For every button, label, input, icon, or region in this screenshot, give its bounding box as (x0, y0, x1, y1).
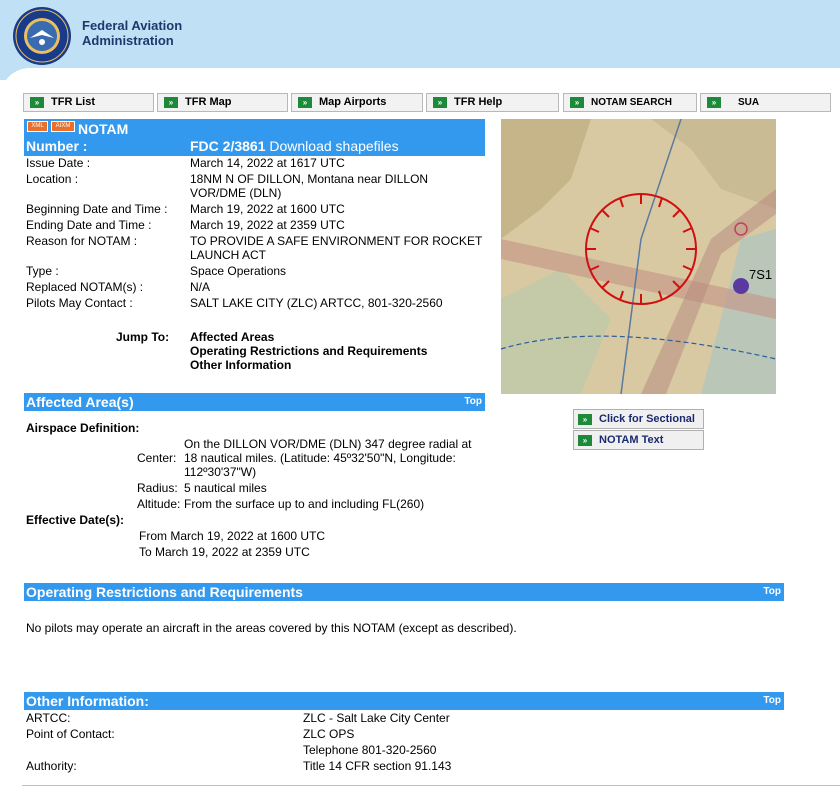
field-value: 18NM N OF DILLON, Montana near DILLON (190, 172, 429, 186)
field-value-cont: LAUNCH ACT (190, 248, 267, 262)
center-line-2: 18 nautical miles. (Latitude: 45º32'50"N, Longitude: (184, 451, 456, 465)
bottom-divider (22, 785, 840, 786)
nav-label: NOTAM SEARCH (591, 97, 672, 108)
faa-title[interactable] (82, 18, 182, 48)
telephone-value: Telephone 801-320-2560 (303, 743, 437, 757)
aixm-badge[interactable]: AIXM (51, 121, 75, 132)
effective-from: From March 19, 2022 at 1600 UTC (139, 529, 326, 543)
jump-affected-areas-link[interactable]: Affected Areas (190, 330, 275, 344)
point-of-contact-label: Point of Contact: (26, 727, 115, 741)
nav-tfr-help[interactable] (426, 93, 559, 112)
sectional-chart-image (501, 119, 776, 394)
affected-areas-title: Affected Area(s) (26, 394, 134, 410)
jump-operating-link[interactable]: Operating Restrictions and Requirements (190, 344, 428, 358)
field-value: N/A (190, 280, 211, 294)
altitude-label: Altitude: (137, 497, 181, 511)
other-information-bar (24, 692, 784, 710)
click-for-sectional-button[interactable] (573, 409, 704, 429)
nav-sua[interactable] (700, 93, 831, 112)
field-label: Type : (26, 264, 59, 278)
faa-title-line1: Federal Aviation (82, 18, 183, 33)
center-label: Center: (137, 451, 177, 465)
button-label: NOTAM Text (599, 434, 664, 446)
radius-value: 5 nautical miles (184, 481, 267, 495)
arrow-icon: » (707, 97, 721, 108)
top-link[interactable]: Top (763, 695, 781, 706)
arrow-icon: » (433, 97, 447, 108)
arrow-icon: » (298, 97, 312, 108)
nav-map-airports[interactable] (291, 93, 423, 112)
center-line-1: On the DILLON VOR/DME (DLN) 347 degree radial at (184, 437, 472, 451)
operating-restrictions-bar (24, 583, 784, 601)
arrow-icon: » (570, 97, 584, 108)
faa-title-line2: Administration (82, 33, 174, 48)
field-label: Beginning Date and Time : (26, 202, 168, 216)
top-link[interactable]: Top (464, 396, 482, 407)
airspace-definition-label: Airspace Definition: (26, 421, 140, 435)
field-value: Space Operations (190, 264, 287, 278)
effective-dates-label: Effective Date(s): (26, 513, 125, 527)
nav-label: SUA (738, 97, 760, 108)
nav-tfr-list[interactable] (23, 93, 154, 112)
button-label: Click for Sectional (599, 413, 695, 425)
operating-restrictions-title: Operating Restrictions and Requirements (26, 584, 303, 600)
tfr-map[interactable] (501, 119, 776, 394)
field-label: Location : (26, 172, 79, 186)
nav-tfr-map[interactable] (157, 93, 288, 112)
notam-title: NOTAM (78, 121, 129, 137)
center-line-3: 112º30'37"W) (184, 465, 257, 479)
notam-number: FDC 2/3861 (190, 138, 266, 154)
notam-number-line (190, 138, 399, 154)
nav-label: TFR List (51, 96, 95, 108)
arrow-icon: » (30, 97, 44, 108)
authority-label: Authority: (26, 759, 77, 773)
faa-seal-icon[interactable] (12, 6, 72, 66)
field-value: March 14, 2022 at 1617 UTC (190, 156, 345, 170)
field-value: TO PROVIDE A SAFE ENVIRONMENT FOR ROCKET (190, 234, 483, 248)
nav-label: TFR Help (454, 96, 503, 108)
airport-label: 7S1 (749, 267, 773, 282)
authority-value: Title 14 CFR section 91.143 (303, 759, 452, 773)
field-label: Pilots May Contact : (26, 296, 133, 310)
artcc-value: ZLC - Salt Lake City Center (303, 711, 450, 725)
jump-other-info-link[interactable]: Other Information (190, 358, 292, 372)
radius-label: Radius: (137, 481, 178, 495)
nav-notam-search[interactable] (563, 93, 697, 112)
arrow-icon: » (578, 435, 592, 446)
field-value-cont: VOR/DME (DLN) (190, 186, 282, 200)
xml-badge[interactable]: XML (27, 121, 48, 132)
arrow-icon: » (164, 97, 178, 108)
other-information-title: Other Information: (26, 693, 149, 709)
field-value: SALT LAKE CITY (ZLC) ARTCC, 801-320-2560 (190, 296, 443, 310)
field-label: Reason for NOTAM : (26, 234, 138, 248)
number-label: Number : (26, 138, 88, 154)
effective-to: To March 19, 2022 at 2359 UTC (139, 545, 310, 559)
download-shapefiles-link[interactable]: Download shapefiles (269, 138, 399, 154)
jump-to-label: Jump To: (116, 330, 170, 344)
operating-restrictions-text: No pilots may operate an aircraft in the areas covered by this NOTAM (except as described). (26, 621, 517, 635)
point-of-contact-value: ZLC OPS (303, 727, 355, 741)
artcc-label: ARTCC: (26, 711, 71, 725)
field-label: Replaced NOTAM(s) : (26, 280, 144, 294)
top-link[interactable]: Top (763, 586, 781, 597)
field-value: March 19, 2022 at 1600 UTC (190, 202, 345, 216)
field-label: Issue Date : (26, 156, 91, 170)
arrow-icon: » (578, 414, 592, 425)
field-label: Ending Date and Time : (26, 218, 152, 232)
altitude-value: From the surface up to and including FL(260) (184, 497, 425, 511)
notam-text-button[interactable] (573, 430, 704, 450)
nav-label: TFR Map (185, 96, 232, 108)
affected-areas-bar (24, 393, 485, 411)
nav-label: Map Airports (319, 96, 387, 108)
field-value: March 19, 2022 at 2359 UTC (190, 218, 345, 232)
